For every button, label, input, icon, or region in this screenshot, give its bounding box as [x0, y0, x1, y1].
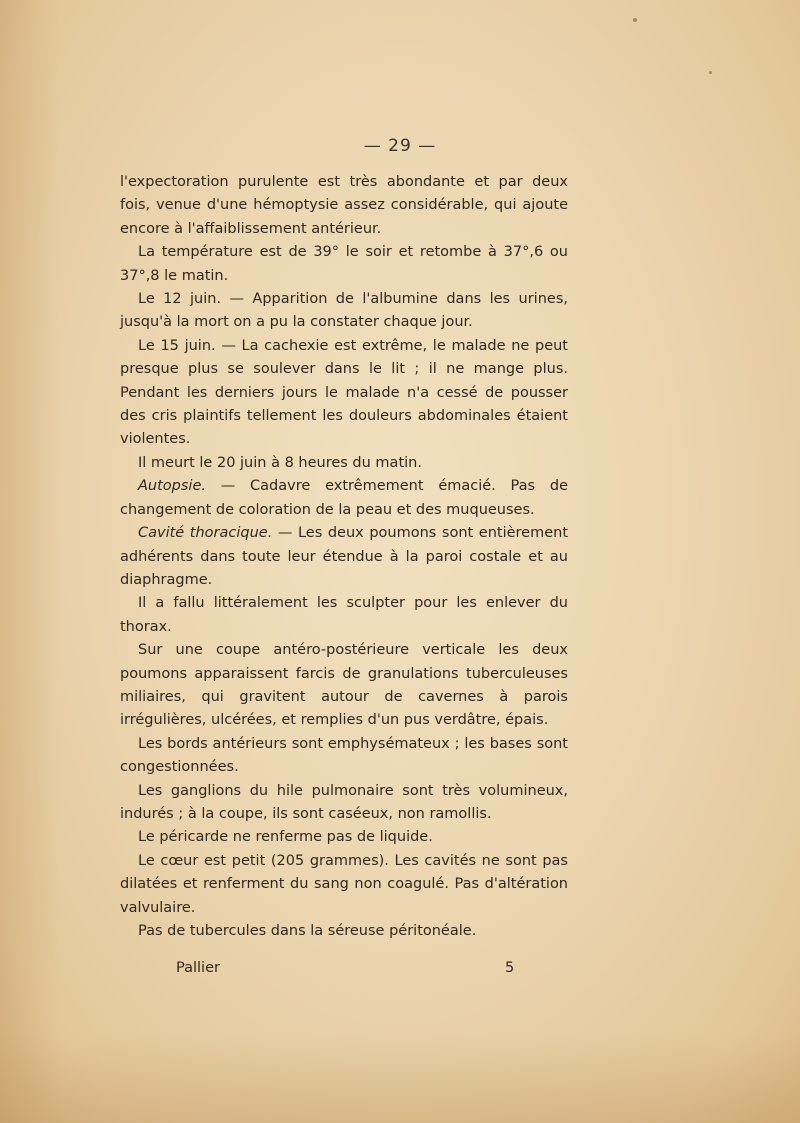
paragraph: Les bords antérieurs sont emphysémateux ; les bases sont congestionnées.	[120, 735, 568, 776]
footer-signature-mark: 5	[505, 960, 515, 976]
section-heading: Autopsie.	[138, 478, 206, 495]
paragraph: Le cœur est petit (205 grammes). Les cavités ne sont pas dilatées et renferment du sang non coagulé. Pas d'altération valvulaire.	[120, 852, 568, 916]
paragraph: Autopsie. — Cadavre extrêmement émacié. Pas de changement de coloration de la peau et des muqueuses.	[120, 478, 568, 518]
paragraph: Sur une coupe antéro-postérieure verticale les deux poumons apparaissent farcis de granulations tuberculeuses miliaires, qui gravitent autour de cavernes à parois irrégulières, ulcérées, et remplies d'un pus verdâtre, épais.	[120, 642, 568, 729]
paragraph: l'expectoration purulente est très abondante et par deux fois, venue d'une hémoptysie assez considérable, qui ajoute encore à l'affaiblissement antérieur.	[120, 174, 568, 237]
paragraph: La température est de 39° le soir et retombe à 37°,6 ou 37°,8 le matin.	[120, 244, 568, 284]
paragraph: Les ganglions du hile pulmonaire sont très volumineux, indurés ; à la coupe, ils sont caséeux, non ramollis.	[120, 782, 568, 822]
paragraph: Cavité thoracique. — Les deux poumons sont entièrement adhérents dans toute leur étendue à la paroi costale et au diaphragme.	[120, 525, 569, 588]
footer-author: Pallier	[176, 960, 220, 976]
paper-speck	[709, 71, 712, 74]
paragraph: Le péricarde ne renferme pas de liquide.	[138, 829, 433, 846]
paragraph: Pas de tubercules dans la séreuse péritonéale.	[138, 923, 477, 939]
paragraph: Le 12 juin. — Apparition de l'albumine dans les urines, jusqu'à la mort on a pu la constater chaque jour.	[120, 291, 568, 331]
paragraph: Il meurt le 20 juin à 8 heures du matin.	[138, 454, 422, 471]
paragraph: Il a fallu littéralement les sculpter pour les enlever du thorax.	[120, 595, 568, 635]
page-number: — 29 —	[363, 136, 437, 156]
body-text	[120, 171, 568, 943]
page-footer	[0, 960, 800, 984]
paragraph: Le 15 juin. — La cachexie est extrême, le malade ne peut presque plus se soulever dans le lit ; il ne mange plus. Pendant les derniers jours le malade n'a cessé de pousser des cris plaintifs tellement les douleurs abdominales étaient violentes.	[120, 337, 568, 448]
section-heading: Cavité thoracique.	[138, 525, 273, 542]
paper-speck	[633, 18, 637, 22]
